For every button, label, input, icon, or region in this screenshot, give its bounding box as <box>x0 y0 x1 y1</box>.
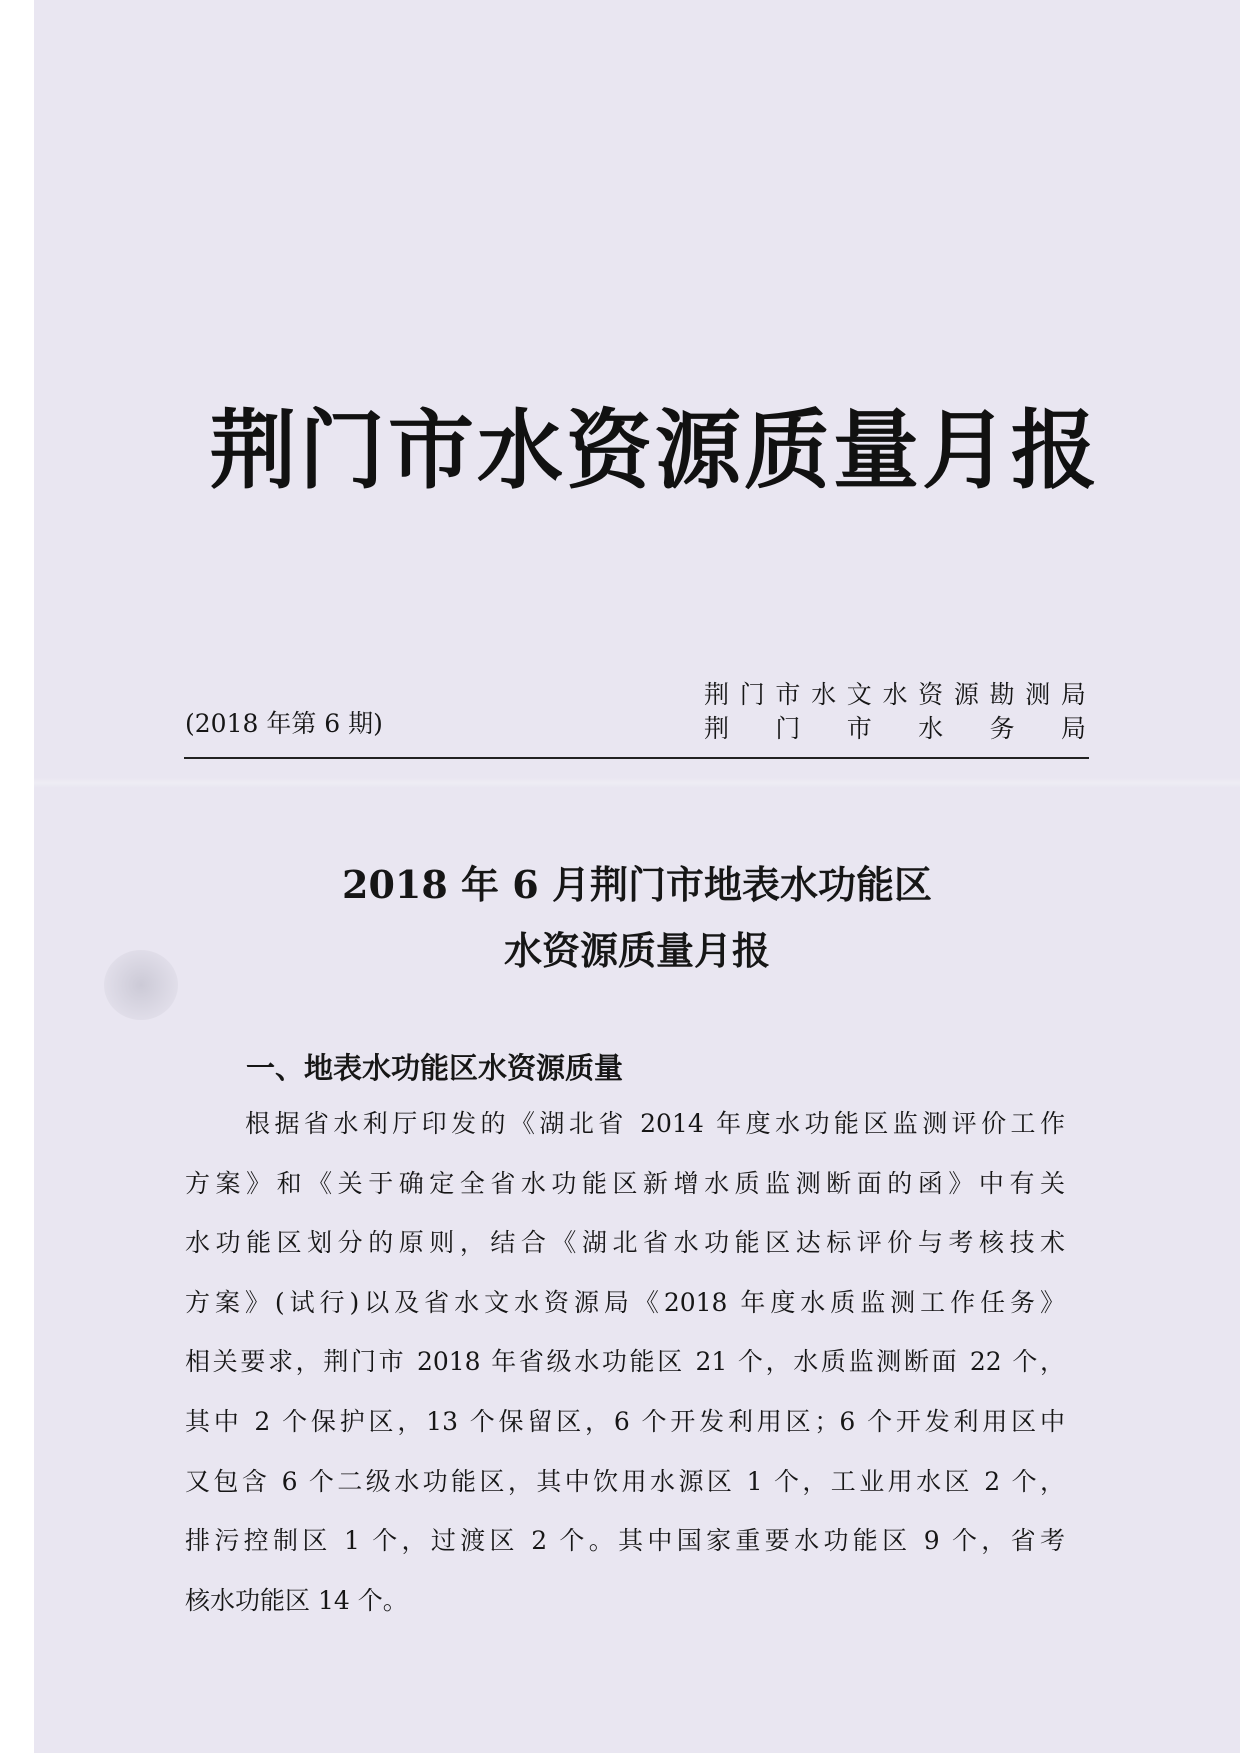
issuer-char: 荆 <box>704 680 730 709</box>
report-title-line: 水资源质量月报 <box>503 928 770 973</box>
paragraph-line: 核水功能区 14 个。 <box>185 1585 408 1615</box>
scan-smudge <box>104 950 178 1020</box>
page-fold <box>34 778 1240 788</box>
issuer-char: 测 <box>1025 680 1051 709</box>
paragraph-line: 又包含 6 个二级水功能区，其中饮用水源区 1 个，工业用水区 2 个， <box>185 1466 1065 1496</box>
paragraph-line: 相关要求，荆门市 2018 年省级水功能区 21 个，水质监测断面 22 个， <box>185 1347 1065 1377</box>
issuer-char: 源 <box>953 680 979 709</box>
issuer-char: 资 <box>918 680 944 709</box>
issuer-char: 市 <box>846 714 872 743</box>
issuer-char: 局 <box>1060 680 1086 709</box>
issuer-hydrology-bureau <box>704 678 1086 712</box>
paragraph-line: 排污控制区 1 个，过渡区 2 个。其中国家重要水功能区 9 个，省考 <box>185 1526 1065 1556</box>
issuer-char: 水 <box>882 680 908 709</box>
paragraph-line: 水功能区划分的原则，结合《湖北省水功能区达标评价与考核技术 <box>185 1228 1065 1258</box>
issuer-char: 荆 <box>704 714 730 743</box>
issuer-char: 门 <box>775 714 801 743</box>
issuing-agencies <box>704 678 1086 746</box>
issuer-char: 务 <box>989 714 1015 743</box>
report-title-line: 2018 年 6 月荆门市地表水功能区 <box>342 862 932 907</box>
masthead-title: 荆门市水资源质量月报 <box>210 401 1100 501</box>
issuer-char: 门 <box>739 680 765 709</box>
section-body <box>185 1094 1065 1630</box>
document-page <box>34 0 1240 1753</box>
paragraph-line: 其中 2 个保护区，13 个保留区，6 个开发利用区；6 个开发利用区中 <box>185 1406 1065 1436</box>
paragraph-line: 方案》(试行)以及省水文水资源局《2018 年度水质监测工作任务》 <box>185 1287 1065 1317</box>
issuer-char: 勘 <box>989 680 1015 709</box>
issuer-char: 文 <box>846 680 872 709</box>
issuer-char: 水 <box>811 680 837 709</box>
issuer-char: 市 <box>775 680 801 709</box>
paragraph-line: 方案》和《关于确定全省水功能区新增水质监测断面的函》中有关 <box>185 1168 1065 1198</box>
header-divider <box>184 757 1089 759</box>
paragraph-line: 根据省水利厅印发的《湖北省 2014 年度水功能区监测评价工作 <box>245 1109 1065 1138</box>
report-title <box>185 852 1089 984</box>
issue-number: (2018 年第 6 期) <box>185 709 383 738</box>
section-heading: 一、地表水功能区水资源质量 <box>246 1051 624 1085</box>
issuer-char: 水 <box>918 714 944 743</box>
issuer-char: 局 <box>1060 714 1086 743</box>
issuer-water-affairs-bureau <box>704 712 1086 746</box>
